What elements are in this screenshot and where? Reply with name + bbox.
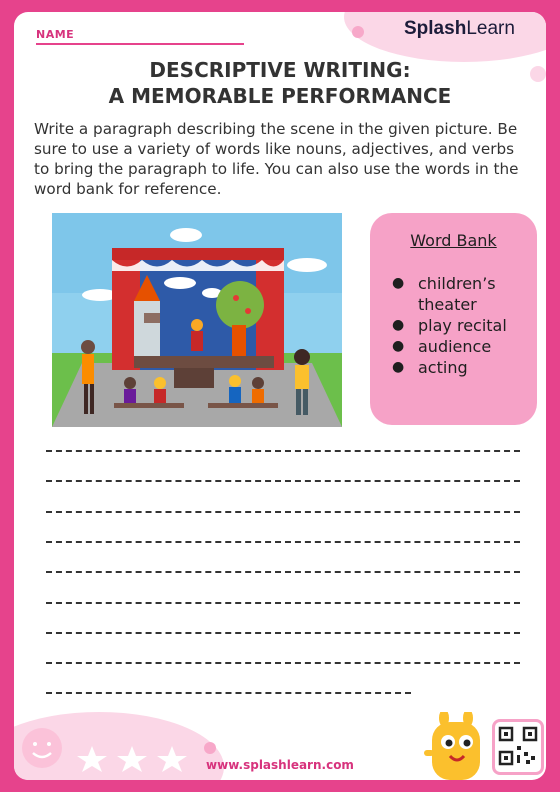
worksheet-page bbox=[14, 12, 546, 780]
bullet-icon: ● bbox=[392, 359, 405, 375]
bullet-icon: ● bbox=[392, 275, 405, 291]
word-bank-item: ● acting bbox=[392, 358, 468, 377]
title-line-2: A MEMORABLE PERFORMANCE bbox=[108, 84, 452, 108]
bullet-icon: ● bbox=[392, 338, 405, 354]
splashlearn-logo: SplashLearn bbox=[404, 18, 515, 39]
theater-scene-illustration bbox=[52, 213, 342, 427]
name-line[interactable] bbox=[36, 43, 244, 45]
writing-line[interactable] bbox=[46, 480, 520, 482]
writing-line[interactable] bbox=[46, 602, 520, 604]
writing-line[interactable] bbox=[46, 632, 520, 634]
word-bank-title: Word Bank bbox=[410, 231, 497, 250]
word-bank-item: ● play recital bbox=[392, 316, 507, 335]
bullet-icon: ● bbox=[392, 317, 405, 333]
writing-line[interactable] bbox=[46, 571, 520, 573]
word-bank-item: ● children’s theater bbox=[392, 274, 496, 314]
page-title bbox=[14, 57, 546, 109]
writing-line[interactable] bbox=[46, 450, 520, 452]
decor-dot bbox=[352, 26, 364, 38]
word-bank-list bbox=[390, 273, 537, 378]
writing-line[interactable] bbox=[46, 511, 520, 513]
footer-url[interactable]: www.splashlearn.com bbox=[206, 758, 354, 772]
title-line-1: DESCRIPTIVE WRITING: bbox=[149, 58, 411, 82]
word-bank bbox=[370, 213, 537, 425]
word-bank-item: ● audience bbox=[392, 337, 492, 356]
writing-line[interactable] bbox=[46, 541, 520, 543]
writing-line[interactable] bbox=[46, 662, 520, 664]
name-label: NAME bbox=[36, 28, 75, 41]
writing-line[interactable] bbox=[46, 692, 411, 694]
instructions-text: Write a paragraph describing the scene in the given picture. Be sure to use a variety of words like nouns, adjectives, and verbs to bring the paragraph to life. You can also use the words in the word bank for reference. bbox=[34, 120, 519, 198]
